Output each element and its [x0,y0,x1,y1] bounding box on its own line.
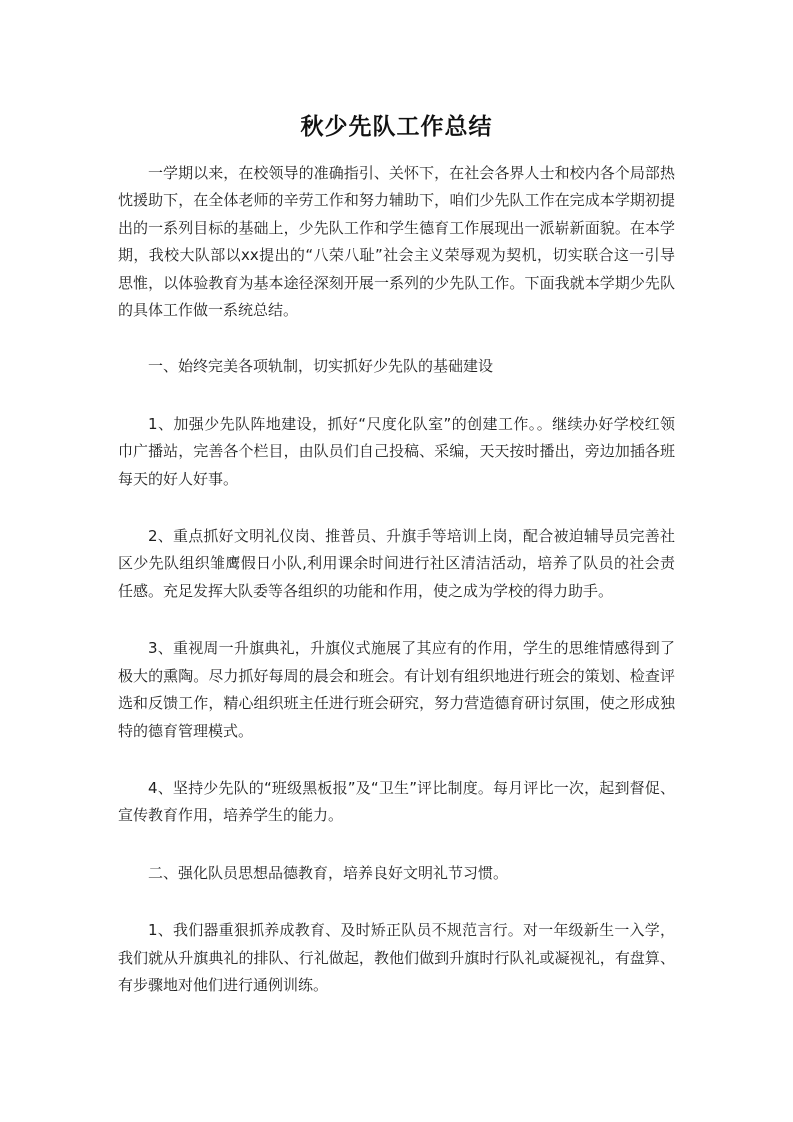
section-1-item-4: 4、坚持少先队的“班级黑板报”及“卫生”评比制度。每月评比一次，起到督促、宣传教育作用，培养学生的能力。 [118,778,675,825]
section-1-item-3: 3、重视周一升旗典礼，升旗仪式施展了其应有的作用，学生的思维情感得到了极大的熏陶。尽力抓好每周的晨会和班会。有计划有组织地进行班会的策划、检查评选和反馈工作，精心组织班主任进行班会研究，努力营造德育研讨氛围，使之形成独特的德育管理模式。 [118,639,675,740]
section-1-item-2: 2、重点抓好文明礼仪岗、推普员、升旗手等培训上岗，配合被迫辅导员完善社区少先队组织雏鹰假日小队,利用课余时间进行社区清洁活动，培养了队员的社会责任感。充足发挥大队委等各组织的功能和作用，使之成为学校的得力助手。 [118,527,675,600]
section-heading-2: 二、强化队员思想品德教育，培养良好文明礼节习惯。 [148,863,509,882]
section-2-item-1: 1、我们器重狠抓养成教育、及时矫正队员不规范言行。对一年级新生一入学，我们就从升旗典礼的排队、行礼做起，教他们做到升旗时行队礼或凝视礼，有盘算、有步骤地对他们进行通例训练。 [118,921,675,994]
section-heading-1: 一、始终完美各项轨制，切实抓好少先队的基础建设 [148,357,494,376]
section-1-item-1: 1、加强少先队阵地建设，抓好“尺度化队室”的创建工作。。继续办好学校红领巾广播站，完善各个栏目，由队员们自己投稿、采编，天天按时播出，旁边加插各班每天的好人好事。 [118,414,675,488]
intro-paragraph: 一学期以来，在校领导的准确指引、关怀下，在社会各界人士和校内各个局部热忱援助下，在全体老师的辛劳工作和努力辅助下，咱们少先队工作在完成本学期初提出的一系列目标的基础上，少先队工作和学生德育工作展现出一派崭新面貌。在本学期，我校大队部以xx提出的“八荣八耻”社会主义荣辱观为契机，切实联合这一引导思惟，以体验教育为基本途径深刻开展一系列的少先队工作。下面我就本学期少先队的具体工作做一系统总结。 [118,164,675,320]
document-title: 秋少先队工作总结 [300,114,493,140]
